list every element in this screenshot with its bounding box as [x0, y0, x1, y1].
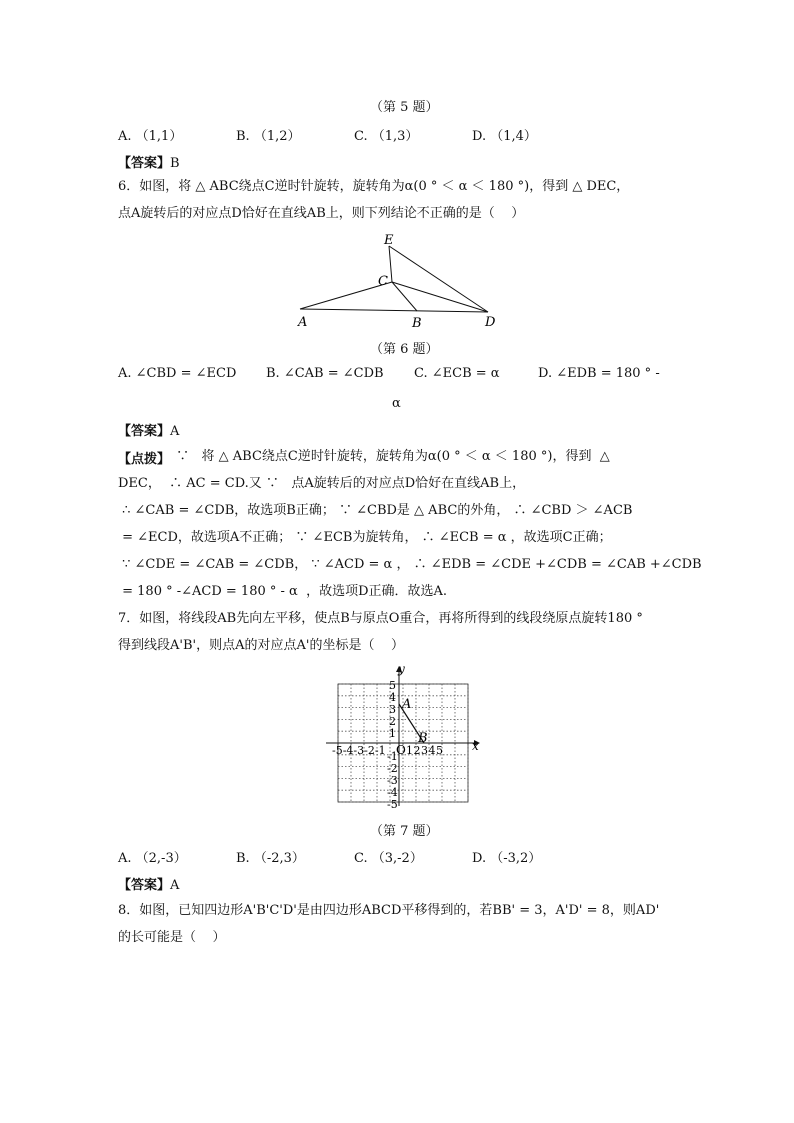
- q6-option-b: B. ∠CAB = ∠CDB: [266, 366, 384, 381]
- q6-hint-line-4: = ∠ECD，故选项A不正确； ∵ ∠ECB为旋转角， ∴ ∠ECB = α ，故选项C正确；: [118, 530, 612, 545]
- q5-option-b: B. （1,2）: [236, 129, 301, 144]
- y-tick-5: 5: [389, 679, 396, 692]
- y-tick-neg-1: -1: [387, 750, 398, 763]
- x-positive-ticks: 1 2 3 4 5: [406, 744, 442, 757]
- q6-hint-line-2: DEC， ∴ AC = CD.又 ∵ 点A旋转后的对应点D恰好在直线AB上，: [118, 476, 526, 491]
- y-tick-neg-3: -3: [387, 774, 398, 787]
- q6-hint-label: 【点拨】: [118, 452, 171, 467]
- q6-stem-line-1: 6．如图，将 △ ABC绕点C逆时针旋转，旋转角为α(0 ° ＜ α ＜ 180 °)，得到 △ DEC，: [118, 179, 630, 194]
- q7-option-c: C. （3,-2）: [354, 851, 423, 866]
- y-tick-neg-2: -2: [387, 762, 398, 775]
- y-tick-neg-4: -4: [387, 786, 398, 799]
- q7-option-a: A. （2,-3）: [118, 851, 187, 866]
- answer-value: B: [170, 156, 180, 171]
- q7-stem-line-2: 得到线段A'B'，则点A的对应点A'的坐标是（ ）: [118, 638, 404, 653]
- answer-label: 【答案】: [118, 878, 171, 893]
- q6-answer: [118, 420, 179, 439]
- q6-hint-line-1: ∵ 将 △ ABC绕点C逆时针旋转，旋转角为α(0 ° ＜ α ＜ 180 °)，得到 △: [172, 449, 610, 464]
- point-a-label: A: [402, 697, 412, 712]
- axis-y-label: y: [398, 662, 405, 676]
- point-b-label: B: [418, 731, 428, 746]
- q5-answer: [118, 152, 180, 171]
- label-e: E: [384, 233, 394, 248]
- q5-option-c: C. （1,3）: [354, 129, 419, 144]
- q7-option-b: B. （-2,3）: [236, 851, 305, 866]
- label-d: D: [485, 315, 496, 330]
- q6-option-c: C. ∠ECB = α: [414, 366, 500, 381]
- answer-label: 【答案】: [118, 156, 171, 171]
- y-tick-neg-5: -5: [387, 798, 398, 811]
- q6-option-d: D. ∠EDB = 180 ° -: [538, 366, 660, 381]
- q6-hint-line-6: = 180 ° -∠ACD = 180 ° - α ，故选项D正确．故选A.: [118, 584, 448, 599]
- q7-option-d: D. （-3,2）: [472, 851, 542, 866]
- x-negative-ticks: -5-4-3-2-1: [332, 744, 386, 757]
- y-tick-1: 1: [389, 727, 396, 740]
- q6-option-d-continued: α: [392, 396, 401, 411]
- q6-caption: （第 6 题）: [370, 342, 439, 357]
- q8-stem-line-1: 8．如图，已知四边形A'B'C'D'是由四边形ABCD平移得到的，若BB' = 3，A'D' = 8，则AD': [118, 903, 660, 918]
- y-tick-2: 2: [389, 715, 396, 728]
- label-a: A: [298, 315, 308, 330]
- y-tick-3: 3: [389, 703, 396, 716]
- q6-option-a: A. ∠CBD = ∠ECD: [118, 366, 237, 381]
- q7-stem-line-1: 7．如图，将线段AB先向左平移，使点B与原点O重合，再将所得到的线段绕原点旋转180 °: [118, 611, 643, 626]
- label-b: B: [412, 316, 422, 331]
- q7-caption: （第 7 题）: [370, 824, 439, 839]
- origin-label: O: [396, 743, 406, 757]
- q7-answer: [118, 874, 179, 893]
- q5-caption: （第 5 题）: [370, 100, 439, 115]
- y-tick-4: 4: [389, 691, 396, 704]
- q5-option-d: D. （1,4）: [472, 129, 537, 144]
- axis-x-label: x: [472, 739, 479, 753]
- answer-label: 【答案】: [118, 424, 171, 439]
- q6-stem-line-2: 点A旋转后的对应点D恰好在直线AB上，则下列结论不正确的是（ ）: [118, 206, 525, 221]
- q8-stem-line-2: 的长可能是（ ）: [118, 930, 226, 945]
- q6-hint-line-5: ∵ ∠CDE = ∠CAB = ∠CDB， ∵ ∠ACD = α ， ∴ ∠EDB = ∠CDE +∠CDB = ∠CAB +∠CDB: [118, 557, 702, 572]
- q6-hint-line-3: ∴ ∠CAB = ∠CDB，故选项B正确； ∵ ∠CBD是 △ ABC的外角， ∴ ∠CBD ＞ ∠ACB: [118, 503, 633, 518]
- q7-coordinate-grid: [322, 662, 482, 812]
- answer-value: A: [170, 424, 180, 439]
- answer-value: A: [170, 878, 180, 893]
- q5-option-a: A. （1,1）: [118, 129, 183, 144]
- label-c: C: [378, 274, 388, 289]
- q6-triangle-figure: [290, 232, 510, 332]
